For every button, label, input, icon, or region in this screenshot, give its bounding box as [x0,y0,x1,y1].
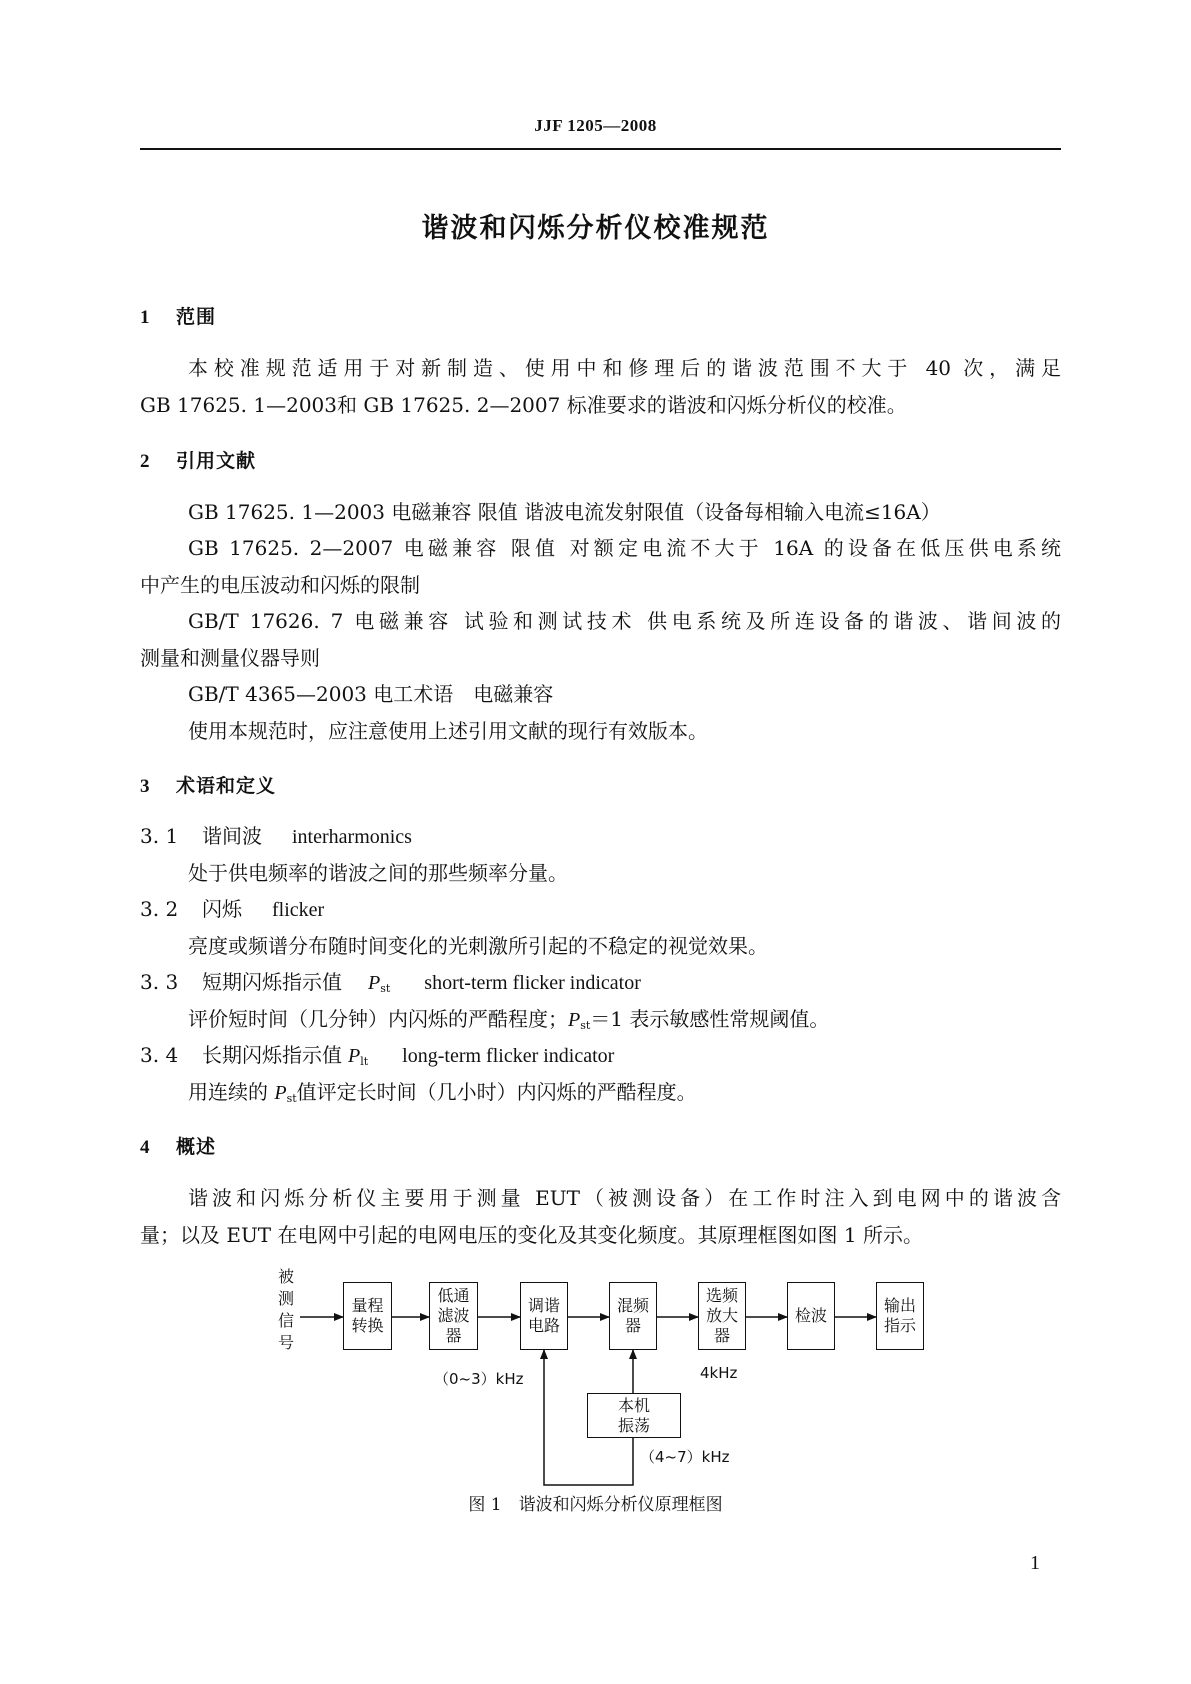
input-signal-label: 被 测 信 号 [277,1267,294,1352]
detector-box: 检波 [787,1282,835,1350]
frequency-label-4khz: 4kHz [700,1364,738,1382]
overview-line-1: 谐波和闪烁分析仪主要用于测量 EUT（被测设备）在工作时注入到电网中的谐波含 [188,1186,1061,1210]
reference-1: GB 17625. 1—2003 电磁兼容 限值 谐波电流发射限值（设备每相输入电流≤16A） [188,500,941,524]
reference-2-line-2: 中产生的电压波动和闪烁的限制 [140,573,420,597]
figure-caption: 图 1 谐波和闪烁分析仪原理框图 [468,1495,723,1515]
section-number: 1 [140,307,151,328]
symbol-subscript: st [580,1019,591,1032]
term-zh: 长期闪烁指示值 [202,1043,342,1067]
section-title: 术语和定义 [176,775,277,797]
section-title: 引用文献 [176,450,257,472]
term-en: long-term flicker indicator [402,1045,615,1067]
page-number: 1 [1030,1552,1040,1574]
term-en: flicker [272,899,325,921]
term-number: 3. 2 [140,897,179,921]
symbol-subscript: st [380,982,391,995]
definition-text: 评价短时间（几分钟）内闪烁的严酷程度； [188,1007,568,1031]
symbol: P [568,1009,581,1031]
reference-2-line-1: GB 17625. 2—2007 电磁兼容 限值 对额定电流不大于 16A 的设备在低压供电系统 [188,536,1061,560]
reference-4: GB/T 4365—2003 电工术语 电磁兼容 [188,682,554,706]
term-number: 3. 4 [140,1043,179,1067]
document-code: JJF 1205—2008 [534,116,657,135]
term-zh: 闪烁 [202,897,242,921]
term-zh: 短期闪烁指示值 [202,970,342,994]
term-3-1-definition: 处于供电频率的谐波之间的那些频率分量。 [188,861,568,885]
lowpass-filter-box: 低通 滤波 器 [429,1282,478,1350]
reference-note: 使用本规范时，应注意使用上述引用文献的现行有效版本。 [188,719,708,743]
reference-3-line-2: 测量和测量仪器导则 [140,646,320,670]
term-en: short-term flicker indicator [424,972,641,994]
section-title: 范围 [176,306,217,328]
definition-text: 值评定长时间（几小时）内闪烁的严酷程度。 [296,1080,697,1104]
section-title: 概述 [176,1136,217,1158]
local-oscillator-box: 本机 振荡 [587,1393,681,1438]
symbol-subscript: st [286,1092,297,1105]
selective-amplifier-box: 选频 放大 器 [698,1282,746,1350]
range-label-4-7khz: （4~7）kHz [640,1448,730,1466]
output-indicator-box: 输出 指示 [876,1282,924,1350]
section-number: 3 [140,776,151,797]
symbol-subscript: lt [360,1055,369,1068]
scope-line-1: 本校准规范适用于对新制造、使用中和修理后的谐波范围不大于 40 次，满足 [188,356,1061,380]
term-zh: 谐间波 [202,824,262,848]
range-conversion-box: 量程 转换 [343,1282,392,1350]
reference-3-line-1: GB/T 17626. 7 电磁兼容 试验和测试技术 供电系统及所连设备的谐波、谐间波的 [188,609,1061,633]
overview-line-2: 量；以及 EUT 在电网中引起的电网电压的变化及其变化频度。其原理框图如图 1 所示。 [140,1223,923,1247]
term-number: 3. 3 [140,970,179,994]
definition-text: 用连续的 [188,1080,275,1104]
term-3-2-definition: 亮度或频谱分布随时间变化的光刺激所引起的不稳定的视觉效果。 [188,934,768,958]
page-title: 谐波和闪烁分析仪校准规范 [421,213,770,244]
section-number: 2 [140,451,151,472]
term-en: interharmonics [292,826,412,848]
section-number: 4 [140,1137,151,1158]
definition-text: ＝1 表示敏感性常规阈值。 [590,1007,830,1031]
symbol: P [348,1045,361,1067]
tuning-circuit-box: 调谐 电路 [520,1282,568,1350]
term-number: 3. 1 [140,824,179,848]
scope-line-2: GB 17625. 1—2003和 GB 17625. 2—2007 标准要求的谐波和闪烁分析仪的校准。 [140,393,907,417]
mixer-box: 混频器 [609,1282,657,1350]
symbol: P [368,972,381,994]
range-label-0-3khz: （0~3）kHz [434,1370,524,1388]
symbol: P [274,1082,287,1104]
